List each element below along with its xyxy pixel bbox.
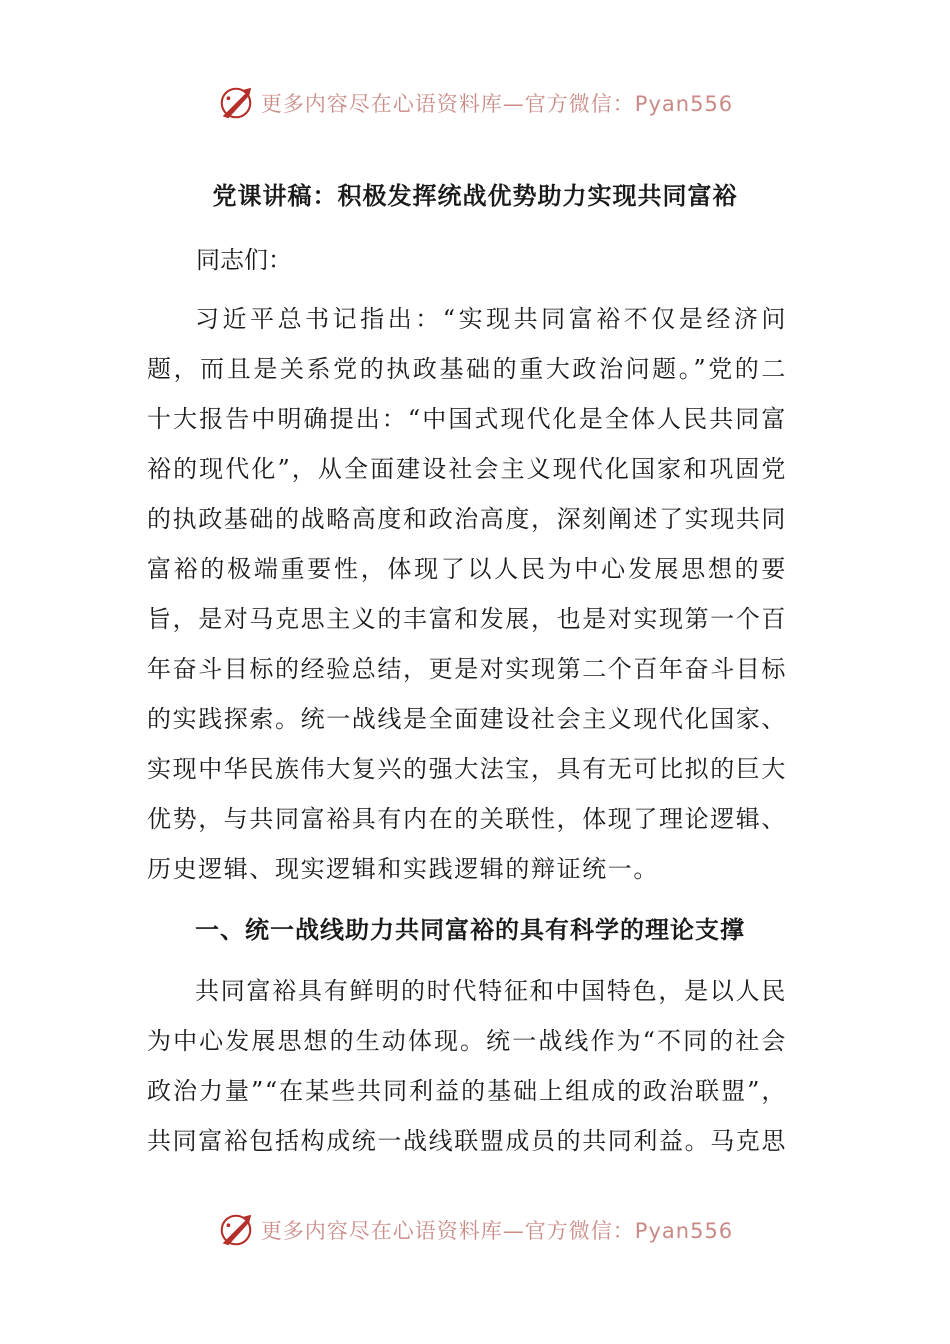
document-title: 党课讲稿：积极发挥统战优势助力实现共同富裕: [212, 182, 738, 210]
watermark-text: 更多内容尽在心语资料库—官方微信：Pyan556: [260, 1219, 734, 1243]
pen-nib-circle-logo-icon: [217, 1211, 255, 1249]
watermark-text: 更多内容尽在心语资料库—官方微信：Pyan556: [260, 92, 734, 116]
body-paragraph-1: 习近平总书记指出：“实现共同富裕不仅是经济问题，而且是关系党的执政基础的重大政治问题。”党的二十大报告中明确提出：“中国式现代化是全体人民共同富裕的现代化”，从全面建设社会主义现代化国家和巩固党的执政基础的战略高度和政治高度，深刻阐述了实现共同富裕的极端重要性，体现了以人民为中心发展思想的要旨，是对马克思主义的丰富和发展，也是对实现第一个百年奋斗目标的经验总结，更是对实现第二个百年奋斗目标的实践探索。统一战线是全面建设社会主义现代化国家、实现中华民族伟大复兴的强大法宝，具有无可比拟的巨大优势，与共同富裕具有内在的关联性，体现了理论逻辑、历史逻辑、现实逻辑和实践逻辑的辩证统一。: [147, 305, 787, 883]
body-paragraph-2: 共同富裕具有鲜明的时代特征和中国特色，是以人民为中心发展思想的生动体现。统一战线作为“不同的社会政治力量”“在某些共同利益的基础上组成的政治联盟”，共同富裕包括构成统一战线联盟成员的共同利益。马克思: [147, 977, 787, 1155]
watermark-banner-bottom: [0, 1208, 950, 1252]
watermark-banner-top: [0, 81, 950, 125]
salutation: 同志们：: [196, 246, 292, 274]
pen-nib-circle-logo-icon: [217, 84, 255, 122]
section-heading-1: 一、统一战线助力共同富裕的具有科学的理论支撑: [195, 916, 745, 944]
